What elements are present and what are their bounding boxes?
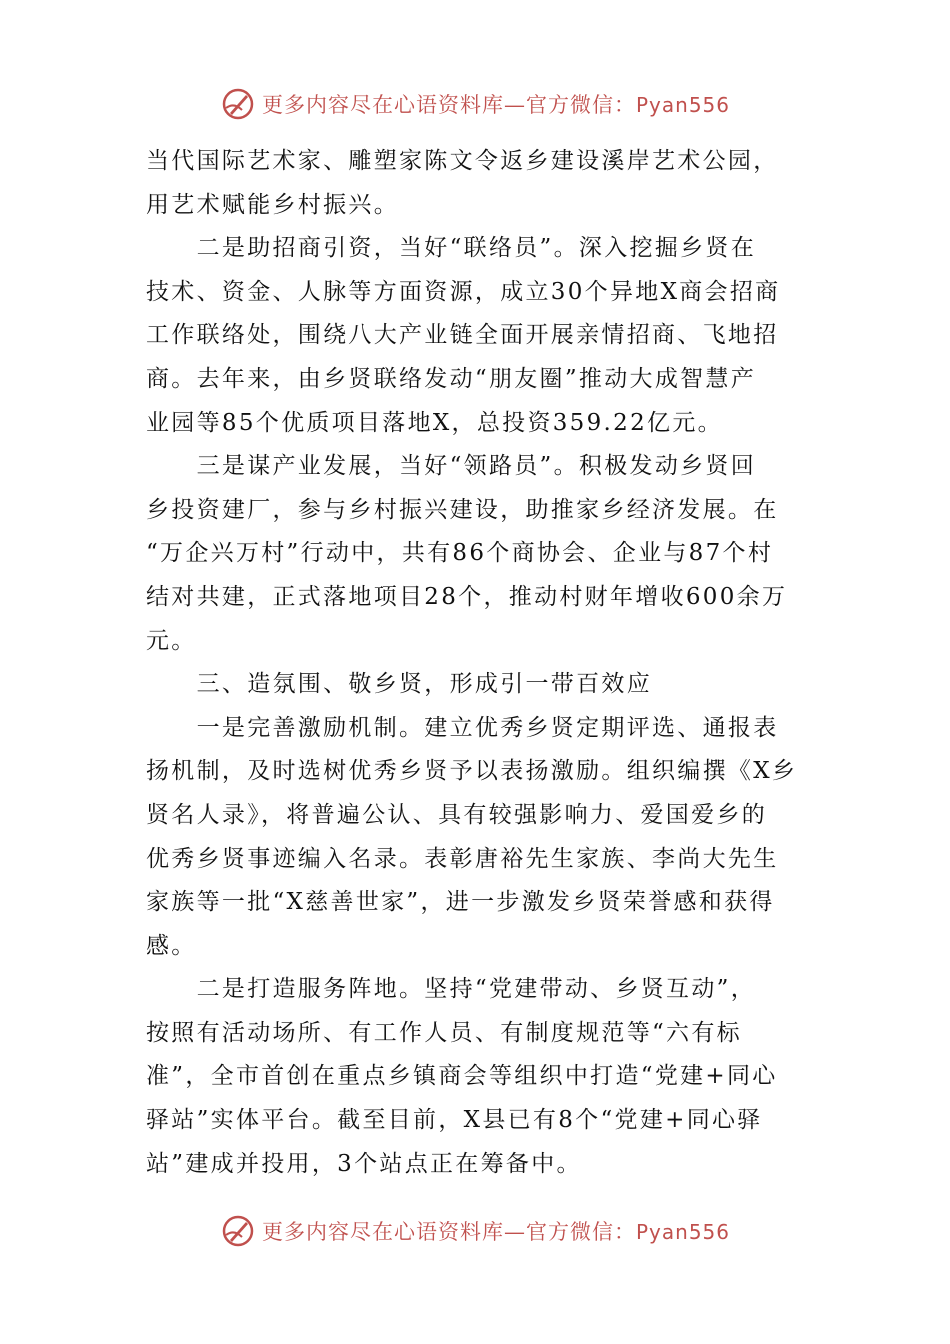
text-line: 工作联络处，围绕八大产业链全面开展亲情招商、飞地招 (146, 322, 779, 349)
text-line: 准”，全市首创在重点乡镇商会等组织中打造“党建+同心 (146, 1063, 778, 1090)
body-text (146, 140, 811, 1186)
text-line: 二是打造服务阵地。坚持“党建带动、乡贤互动”， (146, 976, 757, 1003)
text-line: 感。 (146, 932, 197, 959)
watermark-banner-bottom (0, 1211, 950, 1251)
text-line: 扬机制，及时选树优秀乡贤予以表扬激励。组织编撰《X乡 (146, 758, 798, 785)
text-line: 优秀乡贤事迹编入名录。表彰唐裕先生家族、李尚大先生 (146, 845, 779, 872)
watermark-banner-top (0, 84, 950, 124)
text-line: 站”建成并投用，3个站点正在筹备中。 (146, 1150, 582, 1177)
text-line: 元。 (146, 627, 197, 654)
text-line: 技术、资金、人脉等方面资源，成立30个异地X商会招商 (146, 278, 781, 305)
section-heading: 三、造氛围、敬乡贤，形成引一带百效应 (146, 671, 652, 698)
text-line: 业园等85个优质项目落地X，总投资359.22亿元。 (146, 409, 723, 436)
pen-logo-icon (220, 1213, 256, 1249)
text-line: 二是助招商引资，当好“联络员”。深入挖掘乡贤在 (146, 235, 757, 262)
document-body (146, 140, 811, 1186)
text-line: 当代国际艺术家、雕塑家陈文令返乡建设溪岸艺术公园， (146, 148, 779, 174)
text-line: 三是谋产业发展，当好“领路员”。积极发动乡贤回 (146, 453, 757, 480)
text-line: 驿站”实体平台。截至目前，X县已有8个“党建+同心驿 (146, 1107, 763, 1134)
text-line: 贤名人录》，将普遍公认、具有较强影响力、爱国爱乡的 (146, 801, 767, 828)
watermark-text: 更多内容尽在心语资料库—官方微信：Pyan556 (261, 1220, 730, 1244)
text-line: 家族等一批“X慈善世家”，进一步激发乡贤荣誉感和获得 (146, 889, 775, 916)
text-line: 一是完善激励机制。建立优秀乡贤定期评选、通报表 (146, 714, 779, 741)
pen-logo-icon (220, 86, 256, 122)
text-line: 用艺术赋能乡村振兴。 (146, 191, 399, 218)
text-line: 结对共建，正式落地项目28个，推动村财年增收600余万 (146, 583, 788, 610)
text-line: 按照有活动场所、有工作人员、有制度规范等“六有标 (146, 1019, 742, 1046)
watermark-text: 更多内容尽在心语资料库—官方微信：Pyan556 (261, 93, 730, 117)
text-line: 商。去年来，由乡贤联络发动“朋友圈”推动大成智慧产 (146, 365, 757, 392)
text-line: 乡投资建厂，参与乡村振兴建设，助推家乡经济发展。在 (146, 496, 779, 523)
text-line: “万企兴万村”行动中，共有86个商协会、企业与87个村 (146, 540, 774, 567)
